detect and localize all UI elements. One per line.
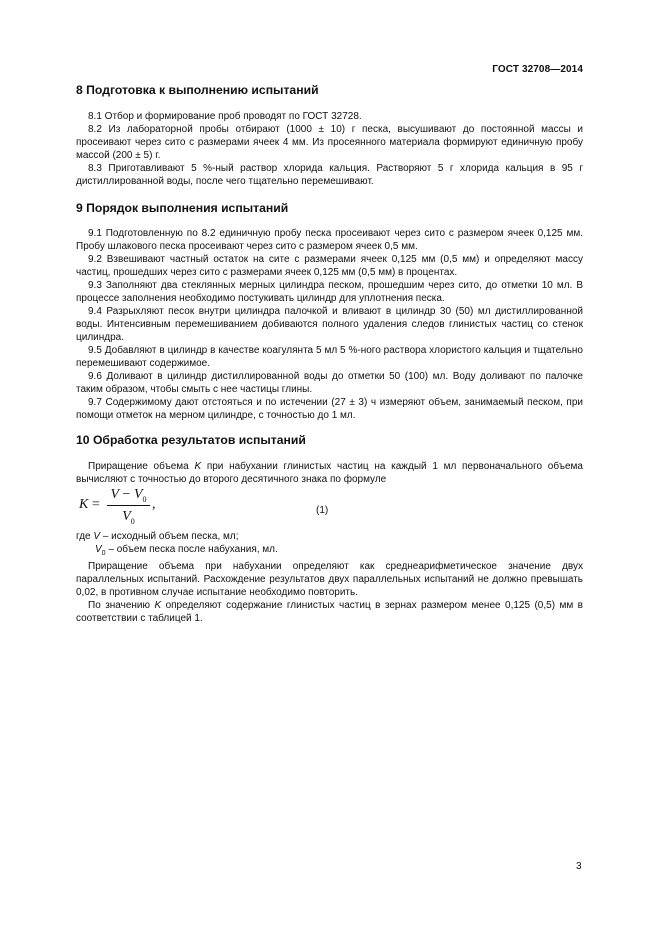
formula-row: K = $V - V_0$ $V_0$ , (1): [79, 487, 329, 526]
equation-number: (1): [316, 505, 329, 516]
paragraph-10-intro: Приращение объема K при набухании глинистых частиц на каждый 1 мл первоначального объема вычисляют с точностью до второго десятичного знака по формуле: [76, 461, 583, 485]
section-8-title: 8 Подготовка к выполнению испытаний: [76, 83, 319, 97]
paragraph-9-7: 9.7 Содержимому дают отстояться и по истечении (27 ± 3) ч измеряют объем, занимаемый песком, при помощи отметок на мерном цилиндре, с точностью до 1 мл.: [76, 397, 583, 421]
paragraph-10-3: По значению K определяют содержание глинистых частиц в зернах размером менее 0,125 (0,5) мм в соответствии с таблицей 1.: [76, 600, 583, 624]
paragraph-9-2: 9.2 Взвешивают частный остаток на сите с размерами ячеек 0,125 мм (0,5 мм) и определяют массу частиц, прошедших через сито с размерами ячеек 0,125 мм (0,5 мм) в процентах.: [76, 254, 583, 278]
formula-numerator: $V - V_0$: [110, 487, 147, 504]
paragraph-9-4: 9.4 Разрыхляют песок внутри цилиндра палочкой и вливают в цилиндр 30 (50) мл дистиллированной воды. Интенсивным перемешиванием добиваются полного удаления следов глинистых частиц со стенок цилиндра.: [76, 306, 583, 343]
section-10-intro: [76, 460, 583, 486]
legend-v0: $V_0$ – объем песка после набухания, мл.: [95, 544, 278, 557]
paragraph-8-1: 8.1 Отбор и формирование проб проводят по ГОСТ 32728.: [88, 111, 362, 122]
page-number: 3: [576, 861, 582, 872]
formula-denominator: $V_0$: [122, 509, 135, 526]
legend-v: где V – исходный объем песка, мл;: [76, 531, 239, 542]
section-10-title: 10 Обработка результатов испытаний: [76, 433, 306, 447]
paragraph-9-1: 9.1 Подготовленную по 8.2 единичную пробу песка просеивают через сито с размером ячеек 0,125 мм. Пробу шлакового песка просеивают через сито с размером ячеек 0,5 мм.: [76, 228, 583, 252]
paragraph-9-5: 9.5 Добавляют в цилиндр в качестве коагулянта 5 мл 5 %-ного раствора хлористого кальция и тщательно перемешивают содержимое.: [76, 345, 583, 369]
section-9-body: [76, 227, 583, 422]
formula-lhs: K =: [79, 497, 100, 512]
paragraph-9-3: 9.3 Заполняют два стеклянных мерных цилиндра песком, прошедшим через сито, до отметки 10 мл. В процессе заполнения необходимо постукивать цилиндр для уплотнения песка.: [76, 280, 583, 304]
paragraph-8-2: 8.2 Из лабораторной пробы отбирают (1000 ± 10) г песка, высушивают до постоянной массы и просеивают через сито с размерами ячеек 4 мм. Из просеянного материала формируют единичную пробу массой (200 ± 5) г.: [76, 124, 583, 161]
paragraph-9-6: 9.6 Доливают в цилиндр дистиллированной воды до отметки 50 (100) мл. Воду доливают по палочке таким образом, чтобы смыть с нее частицы глины.: [76, 371, 583, 395]
formula-fraction: [106, 485, 151, 526]
paragraph-8-3: 8.3 Приготавливают 5 %-ный раствор хлорида кальция. Растворяют 5 г хлорида кальция в 95 г дистиллированной воды, после чего тщательно перемешивают.: [76, 163, 583, 187]
paragraph-10-2: Приращение объема при набухании определяют как среднеарифметическое значение двух параллельных испытаний. Расхождение результатов двух параллельных испытаний не должно превышать 0,02, в противном случае испытание необходимо повторить.: [76, 561, 583, 598]
document-code: ГОСТ 32708—2014: [492, 64, 583, 75]
section-8-body: [76, 110, 583, 188]
formula-legend: [76, 530, 583, 625]
section-9-title: 9 Порядок выполнения испытаний: [76, 201, 289, 215]
